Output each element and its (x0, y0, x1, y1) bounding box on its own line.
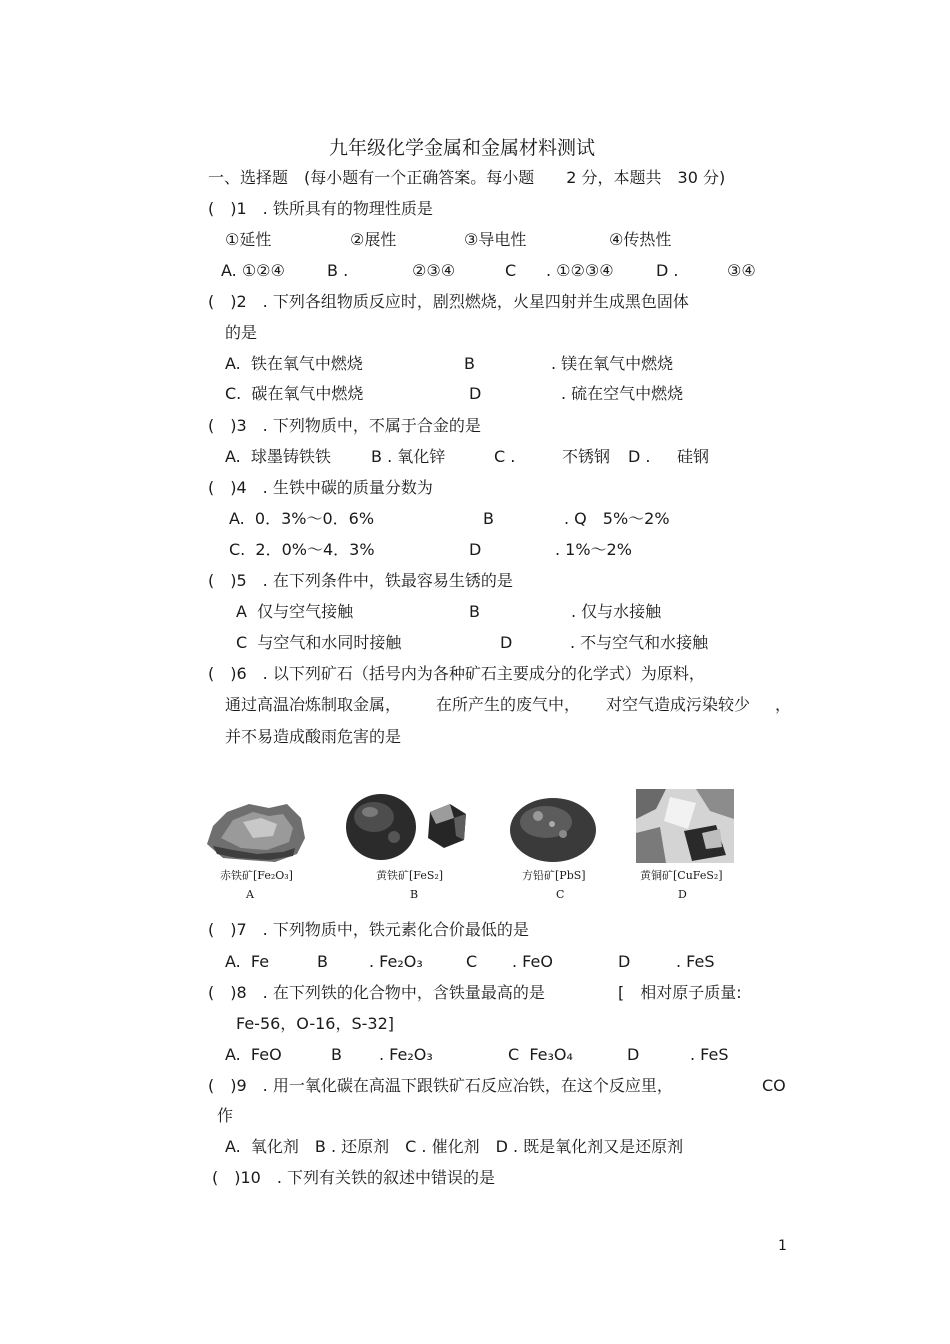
q7-option-c: . FeO (512, 952, 553, 971)
question-6-line2c: 对空气造成污染较少 (606, 695, 751, 714)
q1-item-4: ④传热性 (609, 230, 672, 249)
q5-option-a: A 仅与空气接触 (236, 602, 354, 621)
mineral-a-letter: A (246, 888, 254, 901)
question-8-bracket: [ 相对原子质量: (618, 983, 742, 1002)
mineral-b-letter: B (410, 888, 419, 901)
mineral-c-caption: 方铅矿[PbS] (522, 869, 586, 882)
q2-option-b-letter: B (464, 354, 475, 373)
q1-option-c-letter: C (505, 261, 517, 280)
chalcopyrite-ore-image (636, 789, 734, 863)
q5-option-b-letter: B (469, 602, 480, 621)
question-10-stem: ( )10 . 下列有关铁的叙述中错误的是 (212, 1168, 496, 1187)
mineral-d-letter: D (678, 888, 687, 901)
pyrite-ore-image (344, 792, 419, 862)
question-6-stem: ( )6 . 以下列矿石（括号内为各种矿石主要成分的化学式）为原料， (208, 664, 705, 683)
question-9-stem-cont: 作 (217, 1106, 234, 1125)
q1-option-c: . ①②③④ (546, 261, 614, 280)
question-6-line3: 并不易造成酸雨危害的是 (225, 727, 402, 746)
q7-option-b: . Fe₂O₃ (369, 952, 423, 971)
mineral-c-letter: C (556, 888, 565, 901)
question-6-line2b: 在所产生的废气中， (436, 695, 581, 714)
q8-option-d: . FeS (690, 1045, 729, 1064)
q2-option-d-letter: D (469, 384, 482, 403)
page-number: 1 (778, 1238, 787, 1254)
q8-option-a: A. FeO (225, 1045, 282, 1064)
q2-option-b: . 镁在氧气中燃烧 (551, 354, 674, 373)
q8-option-b-letter: B (331, 1045, 342, 1064)
q4-option-b: . Q 5%～2% (564, 509, 670, 528)
q1-item-2: ②展性 (350, 230, 397, 249)
q7-option-b-letter: B (317, 952, 328, 971)
question-7-stem: ( )7 . 下列物质中，铁元素化合价最低的是 (208, 920, 529, 939)
q4-option-a: A. 0．3%～0．6% (229, 509, 375, 528)
section-heading: 一、选择题 (每小题有一个正确答案。每小题 2 分，本题共 30 分) (208, 168, 726, 187)
q5-option-d-letter: D (500, 633, 513, 652)
question-3-stem: ( )3 . 下列物质中，不属于合金的是 (208, 416, 481, 435)
q9-options: A. 氧化剂 B . 还原剂 C . 催化剂 D . 既是氧化剂又是还原剂 (225, 1137, 684, 1156)
q3-option-c: 不锈钢 (562, 447, 611, 466)
q2-option-a: A. 铁在氧气中燃烧 (225, 354, 363, 373)
q4-option-c: C. 2．0%～4．3% (229, 540, 375, 559)
q3-option-a: A. 球墨铸铁铁 (225, 447, 331, 466)
q5-option-b: . 仅与水接触 (571, 602, 662, 621)
question-1-stem: ( )1 . 铁所具有的物理性质是 (208, 199, 433, 218)
q2-option-c: C. 碳在氧气中燃烧 (225, 384, 364, 403)
q3-option-d: 硅钢 (677, 447, 710, 466)
q3-option-d-letter: D . (628, 447, 651, 466)
mineral-b-caption: 黄铁矿[FeS₂] (376, 869, 444, 882)
q7-option-c-letter: C (466, 952, 478, 971)
q1-option-b-letter: B . (327, 261, 349, 280)
question-8-atomic-masses: Fe-56，O-16，S-32] (236, 1014, 395, 1033)
mineral-a-caption: 赤铁矿[Fe₂O₃] (220, 869, 293, 882)
q1-item-1: ①延性 (225, 230, 272, 249)
question-6-line2d: ， (775, 695, 792, 714)
question-8-stem: ( )8 . 在下列铁的化合物中，含铁量最高的是 (208, 983, 545, 1002)
mineral-d-caption: 黄铜矿[CuFeS₂] (640, 869, 723, 882)
hematite-ore-image (203, 798, 308, 868)
q7-option-a: A. Fe (225, 952, 270, 971)
question-9-co: CO (762, 1076, 786, 1095)
galena-ore-image (508, 794, 598, 864)
q2-option-d: . 硫在空气中燃烧 (561, 384, 684, 403)
q1-option-b: ②③④ (412, 261, 456, 280)
q7-option-d-letter: D (618, 952, 631, 971)
q3-option-b: B . 氧化锌 (371, 447, 446, 466)
q4-option-d: . 1%～2% (555, 540, 632, 559)
q8-option-b: . Fe₂O₃ (379, 1045, 433, 1064)
q8-option-d-letter: D (627, 1045, 640, 1064)
q4-option-b-letter: B (483, 509, 494, 528)
q8-option-c: C Fe₃O₄ (508, 1045, 573, 1064)
q7-option-d: . FeS (676, 952, 715, 971)
q4-option-d-letter: D (469, 540, 482, 559)
q1-option-a: A. ①②④ (221, 261, 285, 280)
question-4-stem: ( )4 . 生铁中碳的质量分数为 (208, 478, 433, 497)
q1-item-3: ③导电性 (464, 230, 527, 249)
question-5-stem: ( )5 . 在下列条件中，铁最容易生锈的是 (208, 571, 513, 590)
question-2-stem-cont: 的是 (225, 323, 258, 342)
question-6-line2a: 通过高温冶炼制取金属， (225, 695, 402, 714)
q3-option-c-letter: C . (494, 447, 516, 466)
q5-option-c: C 与空气和水同时接触 (236, 633, 402, 652)
question-2-stem: ( )2 . 下列各组物质反应时，剧烈燃烧，火星四射并生成黑色固体 (208, 292, 689, 311)
q1-option-d-letter: D . (656, 261, 679, 280)
q1-option-d: ③④ (727, 261, 756, 280)
question-9-stem: ( )9 . 用一氧化碳在高温下跟铁矿石反应冶铁，在这个反应里， (208, 1076, 673, 1095)
q5-option-d: . 不与空气和水接触 (570, 633, 709, 652)
page-title: 九年级化学金属和金属材料测试 (329, 137, 596, 159)
pyrite-crystal-image (424, 802, 469, 850)
